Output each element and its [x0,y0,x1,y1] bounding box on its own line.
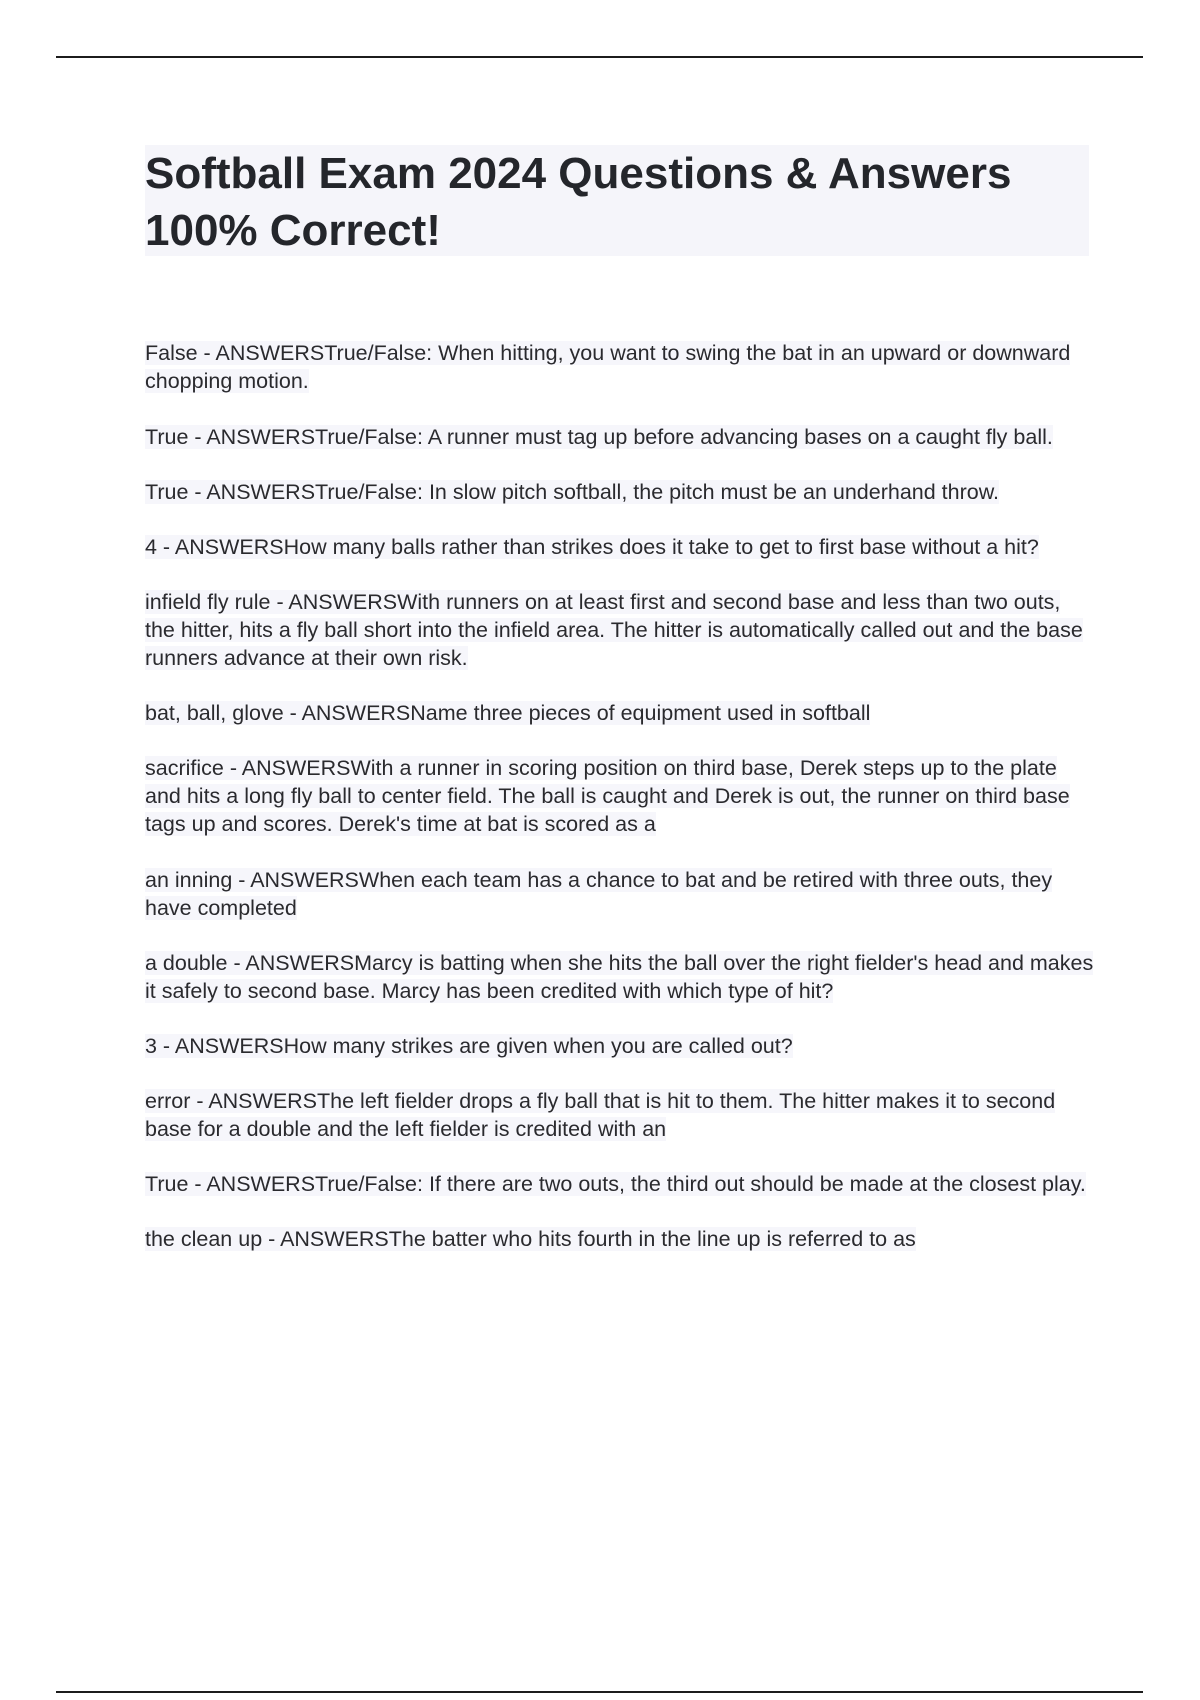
qa-item-text: a double - ANSWERSMarcy is batting when she hits the ball over the right fielder's head and makes it safely to second base. Marcy has been credited with which type of hit? [145,951,1094,1003]
qa-item [145,949,1095,1005]
qa-item [145,588,1095,672]
document-title: Softball Exam 2024 Questions & Answers 100% Correct! [145,149,1012,255]
qa-item-text: error - ANSWERSThe left fielder drops a fly ball that is hit to them. The hitter makes it to second base for a double and the left fielder is credited with an [145,1089,1056,1141]
qa-item [145,423,1095,451]
qa-item [145,866,1095,922]
qa-item-text: True - ANSWERSTrue/False: In slow pitch softball, the pitch must be an underhand throw. [145,480,1000,504]
qa-item-text: True - ANSWERSTrue/False: If there are two outs, the third out should be made at the closest play. [145,1172,1086,1196]
footer-rule [56,1691,1143,1693]
qa-item-text: an inning - ANSWERSWhen each team has a chance to bat and be retired with three outs, they have completed [145,868,1053,920]
qa-item [145,699,1095,727]
qa-list [145,339,1095,1253]
qa-item-text: the clean up - ANSWERSThe batter who hits fourth in the line up is referred to as [145,1227,916,1251]
qa-item [145,478,1095,506]
header-rule [56,56,1143,58]
qa-item [145,754,1095,838]
qa-item [145,1225,1095,1253]
qa-item-text: 4 - ANSWERSHow many balls rather than strikes does it take to get to first base without a hit? [145,535,1039,559]
qa-item-text: 3 - ANSWERSHow many strikes are given when you are called out? [145,1034,793,1058]
qa-item [145,533,1095,561]
qa-item-text: sacrifice - ANSWERSWith a runner in scoring position on third base, Derek steps up to the plate and hits a long fly ball to center field. The ball is caught and Derek is out, the runner on third base tags up and scores. Derek's time at bat is scored as a [145,756,1070,836]
qa-item [145,1087,1095,1143]
qa-item-text: False - ANSWERSTrue/False: When hitting, you want to swing the bat in an upward or downward chopping motion. [145,341,1071,393]
qa-item [145,339,1095,395]
qa-item-text: bat, ball, glove - ANSWERSName three pieces of equipment used in softball [145,701,871,725]
title-block [145,145,1089,256]
qa-item [145,1170,1095,1198]
qa-item [145,1032,1095,1060]
qa-item-text: True - ANSWERSTrue/False: A runner must tag up before advancing bases on a caught fly ball. [145,425,1053,449]
qa-item-text: infield fly rule - ANSWERSWith runners on at least first and second base and less than two outs, the hitter, hits a fly ball short into the infield area. The hitter is automatically called out and the base runners advance at their own risk. [145,590,1083,670]
